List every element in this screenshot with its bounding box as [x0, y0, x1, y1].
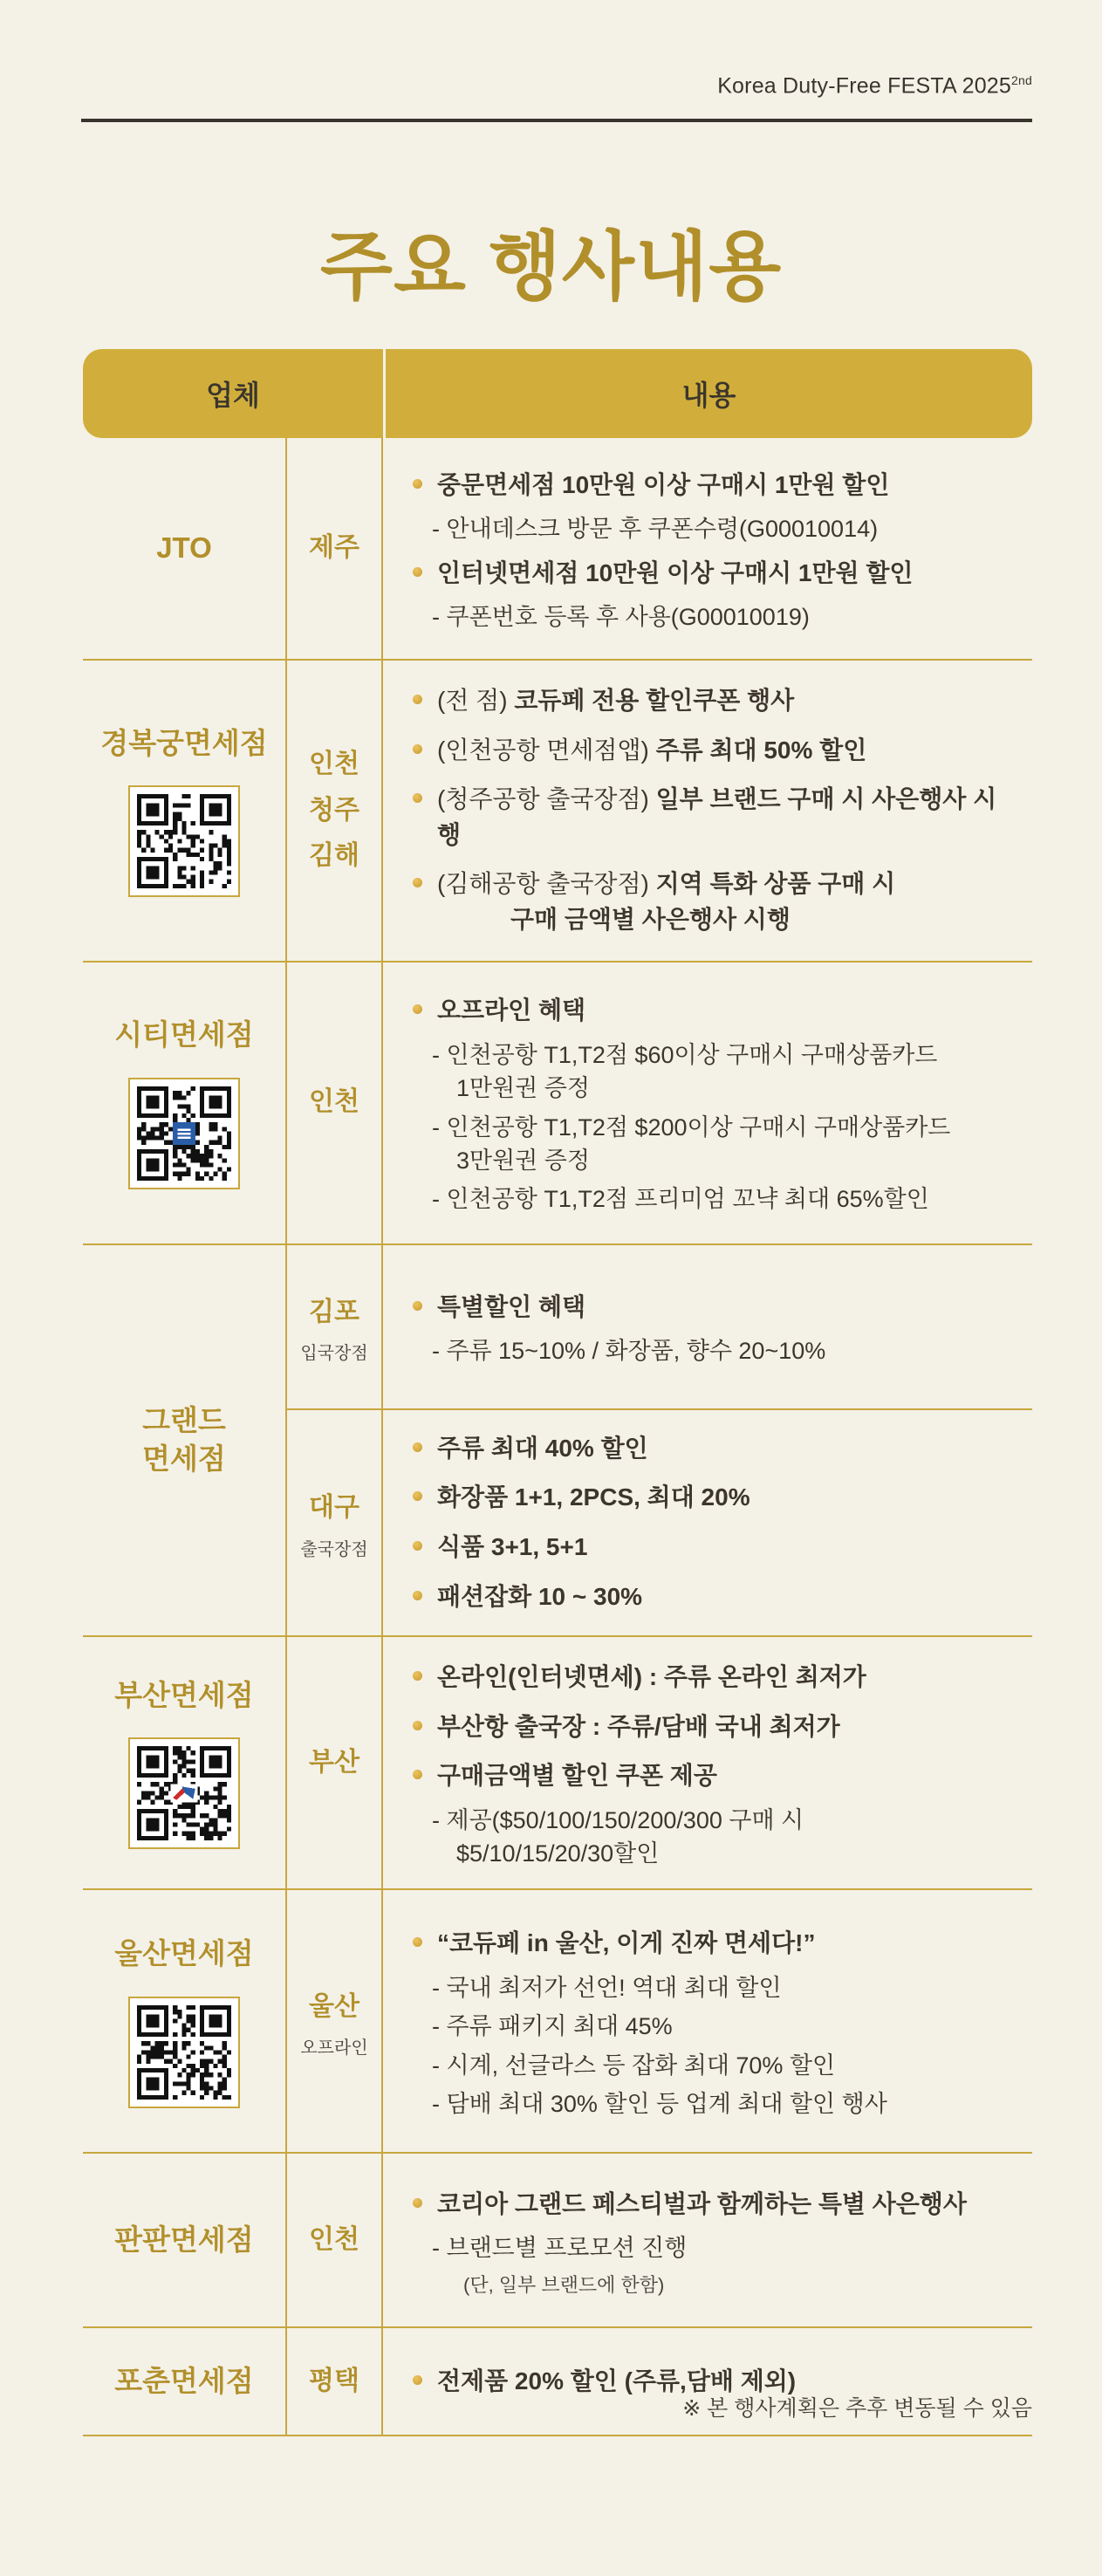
- region-cell: [287, 1637, 383, 1888]
- table-row-city: [83, 961, 1032, 1243]
- content-cell: [383, 1637, 1032, 1888]
- company-cell: [83, 438, 287, 659]
- footnote: ※ 본 행사계획은 추후 변동될 수 있음: [682, 2396, 1032, 2421]
- bullet-item: (김해공항 출국장점) 지역 특화 상품 구매 시 구매 금액별 사은행사 시행: [383, 867, 1016, 937]
- region-name: 청주: [309, 795, 359, 825]
- bullet-dot-icon: [413, 793, 422, 803]
- content-cell: [383, 661, 1032, 961]
- bullet-dot-icon: [413, 1591, 422, 1600]
- table-body: [83, 438, 1032, 2436]
- content-cell: [383, 1890, 1032, 2152]
- bullet-dot-icon: [413, 2198, 422, 2208]
- company-cell: [83, 2328, 287, 2435]
- dash-item: - 인천공항 T1,T2점 프리미엄 꼬냑 최대 65%할인: [432, 1186, 929, 1213]
- bullet-dot-icon: [413, 1770, 422, 1779]
- bullet-dot-icon: [413, 1004, 422, 1014]
- bullet-dot-icon: [413, 878, 422, 887]
- table-row-ulsan: [83, 1888, 1032, 2152]
- qr-code: [128, 1078, 240, 1189]
- bullet-dot-icon: [413, 1671, 422, 1681]
- event-table: [83, 349, 1032, 2436]
- company-cell: [83, 1637, 287, 1888]
- region-name: 김포: [309, 1297, 359, 1326]
- company-cell: [83, 1245, 287, 1635]
- region-name: 울산: [309, 1991, 359, 2021]
- region-name: 평택: [309, 2367, 359, 2396]
- bullet-item: (인천공항 면세점앱) 주류 최대 50% 할인: [383, 733, 1016, 769]
- bullet-item: 부산항 출국장 : 주류/담배 국내 최저가: [383, 1709, 1016, 1745]
- bullet-dot-icon: [413, 1442, 422, 1452]
- qr-code: [128, 1997, 240, 2108]
- bullet-item: 구매금액별 할인 쿠폰 제공: [383, 1758, 1016, 1794]
- dash-item: - 시계, 선글라스 등 잡화 최대 70% 할인: [432, 2052, 836, 2079]
- company-cell: [83, 963, 287, 1243]
- sub-row-group: [287, 1245, 1032, 1635]
- region-name: 대구: [309, 1493, 359, 1523]
- company-name: 판판면세점: [114, 2223, 254, 2257]
- bullet-item: (청주공항 출국장점) 일부 브랜드 구매 시 사은행사 시행: [383, 782, 1016, 853]
- column-header-company: 업체: [206, 380, 260, 411]
- table-row-grand: [83, 1243, 1032, 1635]
- region-subtitle: 출국장점: [300, 1539, 368, 1559]
- bullet-dot-icon: [413, 567, 422, 577]
- region-name: 김해: [309, 841, 359, 871]
- bullet-item: 오프라인 혜택: [383, 993, 1016, 1029]
- bullet-item: (전 점) 코듀페 전용 할인쿠폰 행사: [383, 683, 1016, 719]
- page-title: 주요 행사내용: [319, 225, 783, 309]
- region-cell: [287, 438, 383, 659]
- bullet-item: 코리아 그랜드 페스티벌과 함께하는 특별 사은행사: [383, 2187, 1016, 2223]
- content-cell: [383, 963, 1032, 1243]
- table-row-busan: [83, 1635, 1032, 1888]
- table-row-panpan: [83, 2152, 1032, 2326]
- bullet-dot-icon: [413, 2375, 422, 2385]
- top-divider: [81, 119, 1032, 122]
- content-cell: [383, 1410, 1032, 1635]
- brand-superscript: 2nd: [1011, 73, 1032, 87]
- table-row-gyeongbokgung: [83, 659, 1032, 961]
- bullet-item: 화장품 1+1, 2PCS, 최대 20%: [383, 1480, 1016, 1516]
- brand-text: Korea Duty-Free FESTA $2025^{2nd}$: [717, 73, 1032, 99]
- bullet-item: 온라인(인터넷면세) : 주류 온라인 최저가: [383, 1660, 1016, 1696]
- bullet-dot-icon: [413, 695, 422, 704]
- sub-row-daegu: [287, 1408, 1032, 1635]
- dash-item: - 제공($50/100/150/200/300 구매 시 $5/10/15/20/30할인: [432, 1806, 804, 1867]
- bullet-item: 식품 3+1, 5+1: [383, 1530, 1016, 1565]
- qr-code: [128, 1737, 240, 1849]
- bullet-item: “코듀페 in 울산, 이게 진짜 면세다!”: [383, 1926, 1016, 1962]
- region-cell: [287, 2154, 383, 2326]
- dash-item: - 인천공항 T1,T2점 $200이상 구매시 구매상품카드 3만원권 증정: [432, 1113, 951, 1175]
- dash-item: - 인천공항 T1,T2점 $60이상 구매시 구매상품카드 1만원권 증정: [432, 1042, 938, 1102]
- bullet-dot-icon: [413, 479, 422, 489]
- table-row-jto: [83, 438, 1032, 659]
- company-name: 울산면세점: [114, 1937, 254, 1970]
- bullet-item: 인터넷면세점 10만원 이상 구매시 1만원 할인: [383, 556, 1016, 592]
- region-name: 인천: [309, 2225, 359, 2255]
- company-name: 포춘면세점: [114, 2365, 254, 2398]
- dash-item: - 브랜드별 프로모션 진행: [432, 2235, 688, 2262]
- dash-item: - 국내 최저가 선언! 역대 최대 할인: [432, 1975, 782, 2002]
- company-name: 부산면세점: [114, 1678, 254, 1711]
- region-cell: [287, 1890, 383, 2152]
- company-cell: [83, 661, 287, 961]
- dash-item: - 안내데스크 방문 후 쿠폰수령(G00010014): [432, 516, 879, 543]
- region-cell: [287, 1410, 383, 1635]
- bullet-dot-icon: [413, 1541, 422, 1551]
- dash-item: - 주류 15~10% / 화장품, 향수 20~10%: [432, 1338, 826, 1365]
- note-item: (단, 일부 브랜드에 한함): [463, 2274, 665, 2297]
- region-name: 제주: [309, 533, 359, 563]
- company-cell: [83, 2154, 287, 2326]
- region-subtitle: 오프라인: [300, 2038, 368, 2059]
- bullet-item: 패션잡화 10 ~ 30%: [383, 1579, 1016, 1615]
- region-name: 인천: [309, 1087, 359, 1117]
- table-header: [83, 349, 1032, 438]
- company-cell: [83, 1890, 287, 2152]
- dash-item: - 담배 최대 30% 할인 등 업계 최대 할인 행사: [432, 2091, 887, 2117]
- company-name: 그랜드 면세점: [142, 1403, 226, 1476]
- region-cell: [287, 2328, 383, 2435]
- content-cell: [383, 1245, 1032, 1408]
- company-name: JTO: [156, 531, 212, 565]
- qr-code: [128, 785, 240, 897]
- region-name: 부산: [309, 1747, 359, 1777]
- region-cell: [287, 1245, 383, 1408]
- bullet-dot-icon: [413, 1721, 422, 1730]
- dash-item: - 쿠폰번호 등록 후 사용(G00010019): [432, 604, 810, 631]
- region-cell: [287, 963, 383, 1243]
- region-name: 인천: [309, 750, 359, 779]
- bullet-dot-icon: [413, 1937, 422, 1947]
- bullet-dot-icon: [413, 744, 422, 754]
- region-cell: [287, 661, 383, 961]
- bullet-dot-icon: [413, 1491, 422, 1501]
- dash-item: - 주류 패키지 최대 45%: [432, 2013, 673, 2040]
- bullet-item: 주류 최대 40% 할인: [383, 1431, 1016, 1467]
- bullet-item: 전제품 20% 할인 (주류,담배 제외): [383, 2364, 1016, 2400]
- bullet-dot-icon: [413, 1301, 422, 1311]
- content-cell: [383, 438, 1032, 659]
- bullet-item: 특별할인 혜택: [383, 1290, 1016, 1326]
- company-name: 경복궁면세점: [100, 726, 268, 759]
- sub-row-gimpo: [287, 1245, 1032, 1408]
- bullet-item: 중문면세점 10만원 이상 구매시 1만원 할인: [383, 468, 1016, 504]
- company-name: 시티면세점: [114, 1018, 254, 1052]
- column-header-content: 내용: [681, 380, 736, 411]
- region-subtitle: 입국장점: [300, 1344, 368, 1363]
- content-cell: [383, 2154, 1032, 2326]
